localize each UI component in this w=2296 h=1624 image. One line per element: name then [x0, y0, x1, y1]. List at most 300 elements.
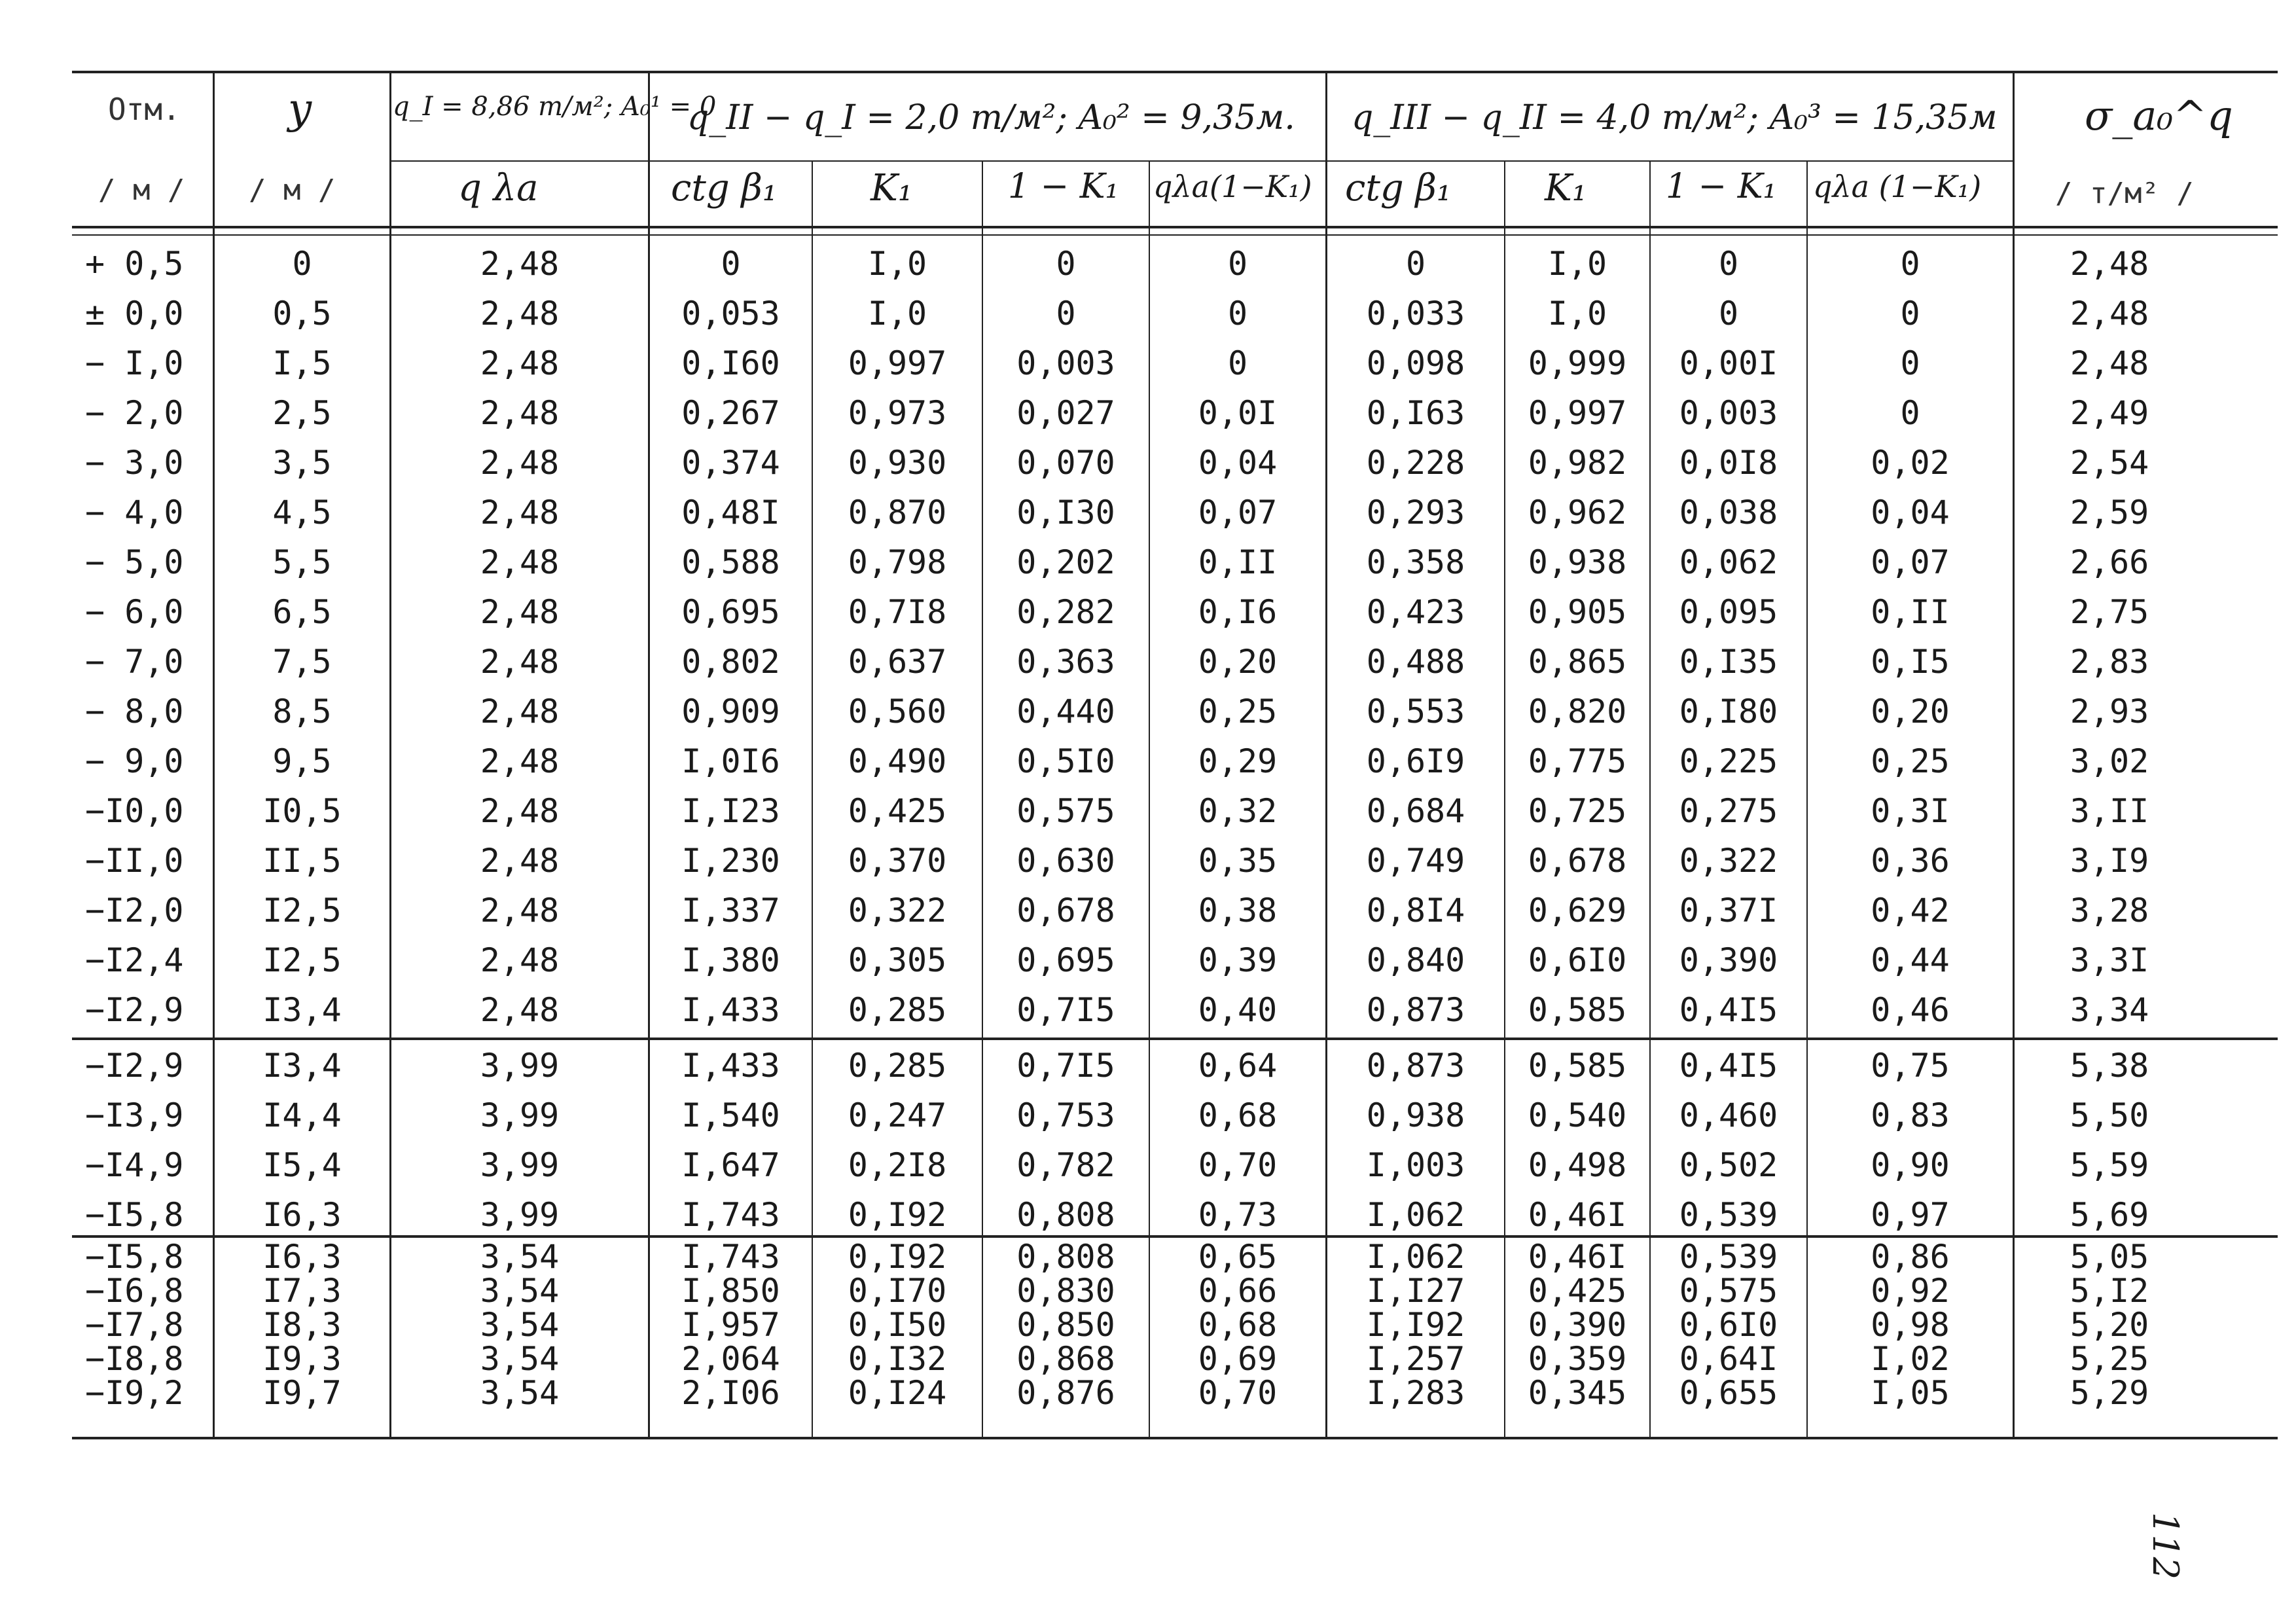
table-cell: 0,575 [1016, 792, 1115, 830]
table-cell: 0,38 [1198, 892, 1278, 929]
table-cell: 0,003 [1679, 394, 1778, 432]
table-cell: 0,553 [1366, 693, 1465, 731]
table-cell: I5,4 [262, 1146, 342, 1184]
table-cell: 0,876 [1016, 1374, 1115, 1412]
table-cell: I,0 [867, 295, 927, 333]
table-cell: 0,322 [848, 892, 947, 929]
table-cell: 5,5 [272, 543, 332, 581]
table-cell: I3,4 [262, 1047, 342, 1085]
table-cell: −I2,4 [85, 941, 184, 979]
table-cell: 0,390 [1528, 1306, 1627, 1344]
table-cell: 2,93 [2070, 693, 2149, 731]
table-cell: 0,285 [848, 991, 947, 1029]
table-cell: − 6,0 [85, 593, 184, 631]
table-cell: −I8,8 [85, 1340, 184, 1378]
table-cell: 2,48 [480, 394, 560, 432]
table-cell: −I5,8 [85, 1238, 184, 1276]
table-cell: I,02 [1871, 1340, 1950, 1378]
table-cell: 0,575 [1679, 1272, 1778, 1310]
table-cell: 0,7I8 [848, 593, 947, 631]
table-cell: I2,5 [262, 941, 342, 979]
table-cell: 0,0I [1198, 394, 1278, 432]
table-cell: 3,02 [2070, 742, 2149, 780]
sub-ctg2: ctg β₁ [1345, 167, 1452, 209]
table-cell: 0,098 [1366, 344, 1465, 382]
table-cell: 5,25 [2070, 1340, 2149, 1378]
table-cell: −I7,8 [85, 1306, 184, 1344]
table-cell: 0,637 [848, 643, 947, 681]
table-cell: 0,I60 [681, 344, 780, 382]
table-cell: 0,6I0 [1528, 941, 1627, 979]
table-cell: 0,66 [1198, 1272, 1278, 1310]
table-cell: 0 [1900, 295, 1920, 333]
table-cell: 0,873 [1366, 1047, 1465, 1085]
table-cell: 0,69 [1198, 1340, 1278, 1378]
table-cell: 0,585 [1528, 991, 1627, 1029]
table-cell: 0,962 [1528, 494, 1627, 532]
header-group3: q_III − q_II = 4,0 т/м²; A₀³ = 15,35м [1352, 98, 1998, 137]
table-cell: − 8,0 [85, 693, 184, 731]
table-cell: 0,II [1871, 593, 1950, 631]
table-cell: 0,802 [681, 643, 780, 681]
table-cell: − 4,0 [85, 494, 184, 532]
table-cell: I,647 [681, 1146, 780, 1184]
table-cell: − 9,0 [85, 742, 184, 780]
header-sigma-unit: / т/м² / [2055, 177, 2194, 210]
table-cell: 0,II [1198, 543, 1278, 581]
table-cell: 2,48 [480, 245, 560, 283]
sub-qla-1-k2: qλa (1−K₁) [1813, 169, 1982, 204]
table-cell: 5,50 [2070, 1096, 2149, 1134]
table-cell: 3,I9 [2070, 842, 2149, 880]
table-cell: − 2,0 [85, 394, 184, 432]
table-cell: II,5 [262, 842, 342, 880]
table-cell: 0,83 [1871, 1096, 1950, 1134]
table-cell: 0,775 [1528, 742, 1627, 780]
table-cell: I,283 [1366, 1374, 1465, 1412]
table-cell: 2,83 [2070, 643, 2149, 681]
table-cell: 0,228 [1366, 444, 1465, 482]
table-cell: 0,973 [848, 394, 947, 432]
table-cell: 0,560 [848, 693, 947, 731]
table-cell: −II,0 [85, 842, 184, 880]
table-cell: 0,930 [848, 444, 947, 482]
table-cell: 9,5 [272, 742, 332, 780]
header-sigma: σ_a₀^q [2085, 92, 2233, 139]
table-cell: 0,39 [1198, 941, 1278, 979]
table-cell: I,I27 [1366, 1272, 1465, 1310]
table-cell: 2,48 [480, 295, 560, 333]
table-cell: I9,7 [262, 1374, 342, 1412]
table-cell: 0,830 [1016, 1272, 1115, 1310]
table-cell: I,850 [681, 1272, 780, 1310]
table-cell: I,5 [272, 344, 332, 382]
table-cell: 0,5 [272, 295, 332, 333]
table-cell: − 3,0 [85, 444, 184, 482]
table-cell: 0,2I8 [848, 1146, 947, 1184]
table-cell: 0,678 [1016, 892, 1115, 929]
table-cell: 0,678 [1528, 842, 1627, 880]
table-cell: 0,359 [1528, 1340, 1627, 1378]
table-cell: − 7,0 [85, 643, 184, 681]
table-cell: 2,48 [480, 693, 560, 731]
table-cell: 0,25 [1198, 693, 1278, 731]
table-cell: 5,29 [2070, 1374, 2149, 1412]
table-cell: −I2,9 [85, 991, 184, 1029]
table-cell: 0,4I5 [1679, 1047, 1778, 1085]
table-cell: 2,064 [681, 1340, 780, 1378]
table-cell: 0,370 [848, 842, 947, 880]
table-cell: 0,35 [1198, 842, 1278, 880]
table-cell: I,743 [681, 1196, 780, 1234]
table-cell: 0,293 [1366, 494, 1465, 532]
table-cell: 0,003 [1016, 344, 1115, 382]
table-cell: 0,6I0 [1679, 1306, 1778, 1344]
table-cell: 3,99 [480, 1096, 560, 1134]
table-cell: 5,38 [2070, 1047, 2149, 1085]
table-cell: 0,I32 [848, 1340, 947, 1378]
table-cell: I,337 [681, 892, 780, 929]
table-cell: 0,629 [1528, 892, 1627, 929]
table-cell: 0,20 [1871, 693, 1950, 731]
table-cell: I,743 [681, 1238, 780, 1276]
table-cell: − I,0 [85, 344, 184, 382]
table-cell: 0,345 [1528, 1374, 1627, 1412]
table-cell: 0,840 [1366, 941, 1465, 979]
table-cell: 0,7I5 [1016, 991, 1115, 1029]
table-cell: I2,5 [262, 892, 342, 929]
table-cell: I4,4 [262, 1096, 342, 1134]
table-cell: 5,05 [2070, 1238, 2149, 1276]
table-cell: 6,5 [272, 593, 332, 631]
table-cell: 0 [1718, 245, 1739, 283]
table-cell: 3,54 [480, 1374, 560, 1412]
table-cell: 0,I6 [1198, 593, 1278, 631]
table-cell: 0,0I8 [1679, 444, 1778, 482]
table-cell: 0,46I [1528, 1196, 1627, 1234]
table-cell: 0,540 [1528, 1096, 1627, 1134]
table-cell: 0,585 [1528, 1047, 1627, 1085]
table-cell: 2,48 [480, 344, 560, 382]
table-cell: 0,04 [1871, 494, 1950, 532]
table-cell: 0,282 [1016, 593, 1115, 631]
table-cell: 0,782 [1016, 1146, 1115, 1184]
table-cell: 0,850 [1016, 1306, 1115, 1344]
table-cell: 0 [1900, 245, 1920, 283]
table-cell: 0,502 [1679, 1146, 1778, 1184]
table-cell: 0,I92 [848, 1238, 947, 1276]
table-cell: 0,725 [1528, 792, 1627, 830]
table-cell: 0,753 [1016, 1096, 1115, 1134]
table-cell: 0,48I [681, 494, 780, 532]
sub-k2: K₁ [1545, 167, 1587, 209]
table-cell: 0 [1900, 344, 1920, 382]
table-cell: 2,49 [2070, 394, 2149, 432]
page-number: 112 [2145, 1512, 2186, 1580]
table-cell: 0,I63 [1366, 394, 1465, 432]
table-cell: 0,44 [1871, 941, 1950, 979]
table-cell: 0,695 [1016, 941, 1115, 979]
table-cell: 2,66 [2070, 543, 2149, 581]
table-cell: 0,498 [1528, 1146, 1627, 1184]
table-cell: 5,59 [2070, 1146, 2149, 1184]
sub-1-k2: 1 − K₁ [1666, 167, 1777, 206]
table-cell: 0,267 [681, 394, 780, 432]
table-cell: 0,I24 [848, 1374, 947, 1412]
table-cell: 2,48 [2070, 295, 2149, 333]
table-cell: 0,225 [1679, 742, 1778, 780]
table-cell: 0,539 [1679, 1196, 1778, 1234]
table-cell: 0,905 [1528, 593, 1627, 631]
table-cell: 0,490 [848, 742, 947, 780]
table-cell: 0,425 [1528, 1272, 1627, 1310]
table-cell: 0,7I5 [1016, 1047, 1115, 1085]
table-cell: 2,48 [480, 593, 560, 631]
table-cell: 0,65 [1198, 1238, 1278, 1276]
sub-qla-1-k1: qλa(1−K₁) [1153, 169, 1312, 204]
table-cell: 0,29 [1198, 742, 1278, 780]
table-cell: 4,5 [272, 494, 332, 532]
table-cell: − 5,0 [85, 543, 184, 581]
table-cell: I,0 [1547, 295, 1607, 333]
table-cell: 0,095 [1679, 593, 1778, 631]
table-cell: I,380 [681, 941, 780, 979]
table-cell: 5,69 [2070, 1196, 2149, 1234]
table-cell: 0,I80 [1679, 693, 1778, 731]
table-cell: 2,48 [2070, 245, 2149, 283]
table-cell: 0,37I [1679, 892, 1778, 929]
table-cell: 3,54 [480, 1272, 560, 1310]
table-cell: 0,305 [848, 941, 947, 979]
table-cell: 0,909 [681, 693, 780, 731]
table-cell: I,0I6 [681, 742, 780, 780]
table-cell: 0,358 [1366, 543, 1465, 581]
table-cell: 0,202 [1016, 543, 1115, 581]
table-cell: 3,II [2070, 792, 2149, 830]
table-cell: −I0,0 [85, 792, 184, 830]
table-cell: I,062 [1366, 1238, 1465, 1276]
table-cell: 0,749 [1366, 842, 1465, 880]
table-cell: 3,54 [480, 1306, 560, 1344]
table-cell: 0,07 [1198, 494, 1278, 532]
header-otm: Отм. [108, 92, 181, 127]
table-cell: 0,64 [1198, 1047, 1278, 1085]
table-cell: 0 [1718, 295, 1739, 333]
table-cell: 2,48 [480, 892, 560, 929]
header-y: у [288, 85, 313, 134]
sub-1-k1: 1 − K₁ [1008, 167, 1119, 206]
header-y-unit: / м / [249, 173, 336, 207]
table-cell: 3,99 [480, 1047, 560, 1085]
table-cell: 0 [1405, 245, 1426, 283]
table-cell: 3,99 [480, 1146, 560, 1184]
table-cell: 0,938 [1366, 1096, 1465, 1134]
table-cell: 0,425 [848, 792, 947, 830]
table-cell: I,433 [681, 991, 780, 1029]
table-cell: 0,027 [1016, 394, 1115, 432]
table-cell: 5,I2 [2070, 1272, 2149, 1310]
table-cell: 0,I35 [1679, 643, 1778, 681]
table-cell: 0,870 [848, 494, 947, 532]
table-cell: 2,48 [480, 742, 560, 780]
table-cell: −I5,8 [85, 1196, 184, 1234]
header-group2: q_II − q_I = 2,0 т/м²; A₀² = 9,35м. [687, 98, 1295, 137]
table-cell: −I9,2 [85, 1374, 184, 1412]
table-cell: 0 [1056, 295, 1076, 333]
table-cell: I6,3 [262, 1238, 342, 1276]
table-cell: 0,25 [1871, 742, 1950, 780]
table-cell: 0,86 [1871, 1238, 1950, 1276]
table-cell: 0 [1227, 344, 1248, 382]
table-cell: 0,588 [681, 543, 780, 581]
table-cell: 0,655 [1679, 1374, 1778, 1412]
table-cell: 0,062 [1679, 543, 1778, 581]
table-cell: 7,5 [272, 643, 332, 681]
table-cell: 0,285 [848, 1047, 947, 1085]
table-cell: 2,48 [480, 643, 560, 681]
table-cell: 0,808 [1016, 1238, 1115, 1276]
table-cell: 3,28 [2070, 892, 2149, 929]
table-cell: I,257 [1366, 1340, 1465, 1378]
header-otm-unit: / м / [98, 173, 185, 207]
table-cell: 2,48 [480, 792, 560, 830]
table-cell: 0,8I4 [1366, 892, 1465, 929]
table-cell: 0,873 [1366, 991, 1465, 1029]
table-cell: I9,3 [262, 1340, 342, 1378]
table-cell: 2,I06 [681, 1374, 780, 1412]
table-cell: 0,46I [1528, 1238, 1627, 1276]
table-cell: I,230 [681, 842, 780, 880]
sub-ctg1: ctg β₁ [671, 167, 778, 209]
table-cell: 0 [1900, 394, 1920, 432]
table-cell: 0,4I5 [1679, 991, 1778, 1029]
table-cell: 0,684 [1366, 792, 1465, 830]
table-cell: 0,820 [1528, 693, 1627, 731]
table-cell: 0,070 [1016, 444, 1115, 482]
table-cell: 0,374 [681, 444, 780, 482]
table-cell: 0,630 [1016, 842, 1115, 880]
table-cell: 0 [1056, 245, 1076, 283]
table-cell: 0,865 [1528, 643, 1627, 681]
table-cell: 0,5I0 [1016, 742, 1115, 780]
table-cell: 0,460 [1679, 1096, 1778, 1134]
table-cell: I,433 [681, 1047, 780, 1085]
table-cell: 0,808 [1016, 1196, 1115, 1234]
table-cell: 0,36 [1871, 842, 1950, 880]
table-cell: I,0 [867, 245, 927, 283]
table-cell: 3,5 [272, 444, 332, 482]
table-cell: 3,34 [2070, 991, 2149, 1029]
table-cell: 0 [292, 245, 312, 283]
table-cell: 0,440 [1016, 693, 1115, 731]
table-cell: 0,363 [1016, 643, 1115, 681]
table-cell: 2,48 [480, 444, 560, 482]
table-cell: 0 [1227, 295, 1248, 333]
table-cell: I0,5 [262, 792, 342, 830]
sub-q-lambda: q λa [458, 167, 539, 209]
table-cell: 0,I50 [848, 1306, 947, 1344]
table-cell: 0,64I [1679, 1340, 1778, 1378]
table-cell: 0,3I [1871, 792, 1950, 830]
table-cell: 0,868 [1016, 1340, 1115, 1378]
table-cell: 2,75 [2070, 593, 2149, 631]
table-cell: 2,54 [2070, 444, 2149, 482]
table-cell: 2,48 [480, 543, 560, 581]
table-cell: I8,3 [262, 1306, 342, 1344]
table-cell: I7,3 [262, 1272, 342, 1310]
table-cell: 3,54 [480, 1238, 560, 1276]
table-cell: 0,798 [848, 543, 947, 581]
table-cell: 0,695 [681, 593, 780, 631]
table-cell: I,062 [1366, 1196, 1465, 1234]
table-cell: 0,32 [1198, 792, 1278, 830]
table-cell: 0,I92 [848, 1196, 947, 1234]
table-cell: 0,982 [1528, 444, 1627, 482]
table-cell: 0,70 [1198, 1146, 1278, 1184]
table-cell: 0 [1227, 245, 1248, 283]
table-cell: 0,999 [1528, 344, 1627, 382]
table-cell: 0,038 [1679, 494, 1778, 532]
table-cell: ± 0,0 [85, 295, 184, 333]
table-cell: 0,70 [1198, 1374, 1278, 1412]
table-cell: 0,275 [1679, 792, 1778, 830]
table-cell: 0,75 [1871, 1047, 1950, 1085]
table-cell: 0,6I9 [1366, 742, 1465, 780]
table-cell: I6,3 [262, 1196, 342, 1234]
table-cell: + 0,5 [85, 245, 184, 283]
table-cell: 0,488 [1366, 643, 1465, 681]
table-cell: 0,68 [1198, 1096, 1278, 1134]
table-cell: 0,938 [1528, 543, 1627, 581]
table-cell: I,I92 [1366, 1306, 1465, 1344]
header-group1: q_I = 8,86 т/м²; A₀¹ = 0 [393, 92, 717, 122]
table-cell: 2,48 [480, 991, 560, 1029]
table-cell: 2,48 [480, 941, 560, 979]
table-cell: I,0 [1547, 245, 1607, 283]
table-cell: 0,46 [1871, 991, 1950, 1029]
table-cell: 0,997 [848, 344, 947, 382]
table-cell: 0,92 [1871, 1272, 1950, 1310]
table-cell: 0,539 [1679, 1238, 1778, 1276]
table-cell: 2,48 [480, 494, 560, 532]
table-cell: −I3,9 [85, 1096, 184, 1134]
table-cell: 0,997 [1528, 394, 1627, 432]
table-cell: 0,390 [1679, 941, 1778, 979]
table-cell: −I2,9 [85, 1047, 184, 1085]
table-cell: 0,07 [1871, 543, 1950, 581]
sub-k1: K₁ [870, 167, 913, 209]
table-cell: 0,053 [681, 295, 780, 333]
table-cell: I,003 [1366, 1146, 1465, 1184]
table-cell: 0,033 [1366, 295, 1465, 333]
table-cell: 0,I30 [1016, 494, 1115, 532]
table-cell: 0,90 [1871, 1146, 1950, 1184]
table-cell: I,05 [1871, 1374, 1950, 1412]
table-cell: 0,00I [1679, 344, 1778, 382]
table-cell: 0,40 [1198, 991, 1278, 1029]
table-cell: 0,73 [1198, 1196, 1278, 1234]
table-cell: I3,4 [262, 991, 342, 1029]
table-cell: 0,423 [1366, 593, 1465, 631]
table-cell: 0,322 [1679, 842, 1778, 880]
table-cell: 0,04 [1198, 444, 1278, 482]
table-cell: 2,48 [480, 842, 560, 880]
table-cell: 8,5 [272, 693, 332, 731]
table-cell: 0,247 [848, 1096, 947, 1134]
table-cell: 0,98 [1871, 1306, 1950, 1344]
table-cell: I,I23 [681, 792, 780, 830]
table-cell: 3,3I [2070, 941, 2149, 979]
